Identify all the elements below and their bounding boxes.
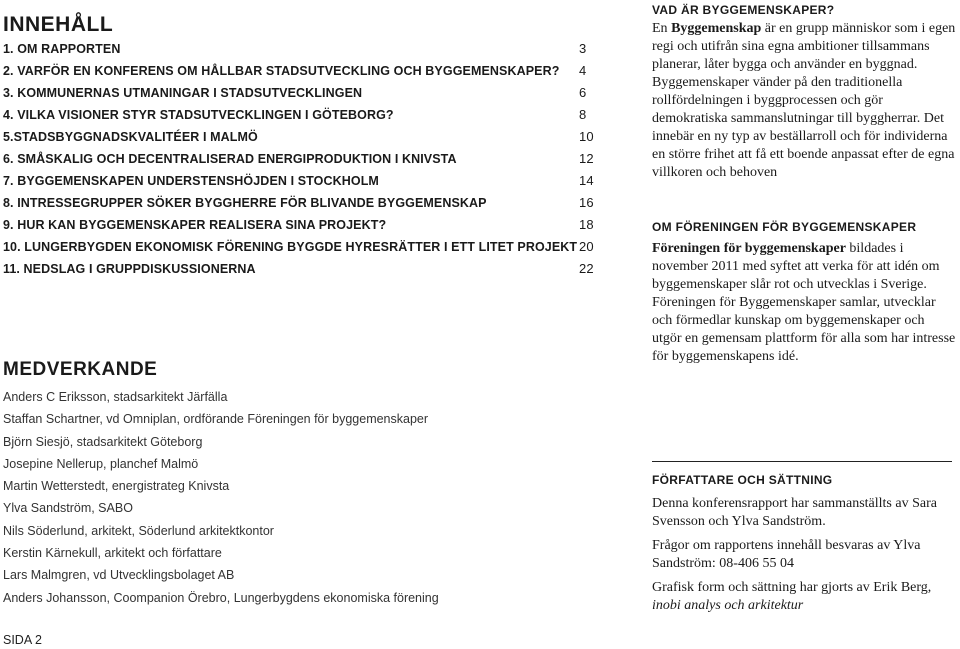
section-heading: VAD ÄR BYGGEMENSKAPER? — [652, 3, 835, 17]
toc-item — [3, 82, 603, 104]
contributors-list — [3, 386, 439, 609]
section-authors — [652, 473, 956, 615]
toc-item — [3, 126, 603, 148]
toc-item — [3, 258, 603, 280]
contributor-item: Lars Malmgren, vd Utvecklingsbolaget AB — [3, 568, 235, 583]
toc-item — [3, 192, 603, 214]
contributors-title: MEDVERKANDE — [3, 359, 158, 380]
italic-run: inobi analys och arkitektur — [652, 598, 804, 613]
toc-title: INNEHÅLL — [3, 13, 114, 36]
toc-item-label: 11. NEDSLAG I GRUPPDISKUSSIONERNA — [3, 262, 256, 276]
contributor-item: Björn Siesjö, stadsarkitekt Göteborg — [3, 434, 203, 449]
section-what-are-byggemenskaper — [652, 3, 956, 180]
toc-item-label: 9. HUR KAN BYGGEMENSKAPER REALISERA SINA PROJEKT? — [3, 218, 387, 232]
text-run: är en grupp människor som i egen regi och utifrån sina egna ambitioner tillsammans planerar, låter bygga och använder en byggnad. Byggemenskaper vänder på den traditionella rollfördelningen i byggprocessen och gör demokratiska sammanslutningar till byggherrar. Det innebär en ny typ av beställarroll och för individerna en större frihet att få ett boende anpassat efter de egna villkoren och behoven — [652, 21, 956, 180]
toc-item — [3, 60, 603, 82]
bold-lead: Byggemenskap — [671, 21, 762, 36]
text-run: Grafisk form och sättning har gjorts av Erik Berg, — [652, 580, 932, 595]
toc-item-label: 6. SMÅSKALIG OCH DECENTRALISERAD ENERGIPRODUKTION I KNIVSTA — [3, 152, 457, 166]
section-heading: FÖRFATTARE OCH SÄTTNING — [652, 473, 833, 487]
toc-item-page: 20 — [579, 239, 594, 254]
section-paragraph — [652, 240, 956, 366]
page-number: SIDA 2 — [3, 633, 42, 647]
contributor-item: Staffan Schartner, vd Omniplan, ordförande Föreningen för byggemenskaper — [3, 412, 429, 427]
toc-item-page: 18 — [579, 217, 594, 232]
section-paragraph — [652, 20, 956, 182]
toc-item-page: 14 — [579, 173, 594, 188]
toc-item-page: 22 — [579, 261, 594, 276]
toc-item-page: 8 — [579, 107, 587, 122]
toc-item-label: 10. LUNGERBYGDEN EKONOMISK FÖRENING BYGGDE HYRESRÄTTER I ETT LITET PROJEKT — [3, 240, 578, 254]
text-run: bildades i november 2011 med syftet att verka för att idén om byggemenskaper slår rot och utvecklas i Sverige. Föreningen för Byggemenskaper samlar, utvecklar och förmedlar kunskap om byggemenskaper och utgör en gemensam plattform för alla som har intresse för byggemenskapens idé. — [652, 241, 956, 364]
toc-item-label: 4. VILKA VISIONER STYR STADSUTVECKLINGEN I GÖTEBORG? — [3, 108, 394, 122]
toc-item-page: 3 — [579, 41, 587, 56]
authors-paragraph-3 — [652, 579, 956, 615]
toc-item-label: 1. OM RAPPORTEN — [3, 42, 121, 56]
contributor-item: Kerstin Kärnekull, arkitekt och författare — [3, 546, 222, 561]
toc-item — [3, 214, 603, 236]
toc-item — [3, 148, 603, 170]
contributor-item: Josepine Nellerup, planchef Malmö — [3, 456, 199, 471]
toc-item-page: 12 — [579, 151, 594, 166]
contributor-item: Nils Söderlund, arkitekt, Söderlund arkitektkontor — [3, 523, 274, 538]
toc-item-page: 6 — [579, 85, 587, 100]
contributor-item: Ylva Sandström, SABO — [3, 501, 133, 516]
toc-item-label: 7. BYGGEMENSKAPEN UNDERSTENSHÖJDEN I STOCKHOLM — [3, 174, 379, 188]
divider — [652, 461, 952, 462]
authors-paragraph-2: Frågor om rapportens innehåll besvaras av Ylva Sandström: 08-406 55 04 — [652, 538, 921, 571]
bold-lead: Föreningen för byggemenskaper — [652, 241, 846, 256]
toc-item-page: 16 — [579, 195, 594, 210]
toc-item-page: 4 — [579, 63, 587, 78]
contributor-item: Anders C Eriksson, stadsarkitekt Järfälla — [3, 390, 228, 404]
toc-item — [3, 104, 603, 126]
toc-item-label: 5.STADSBYGGNADSKVALITÉER I MALMÖ — [3, 130, 258, 144]
toc-item — [3, 170, 603, 192]
section-heading: OM FÖRENINGEN FÖR BYGGEMENSKAPER — [652, 220, 917, 234]
authors-paragraph-1: Denna konferensrapport har sammanställts av Sara Svensson och Ylva Sandström. — [652, 496, 937, 529]
text-run: En — [652, 21, 672, 36]
toc-item — [3, 236, 603, 258]
contributor-item: Martin Wetterstedt, energistrateg Knivsta — [3, 479, 230, 494]
contributor-item: Anders Johansson, Coompanion Örebro, Lungerbygdens ekonomiska förening — [3, 590, 439, 605]
table-of-contents — [3, 38, 603, 280]
section-association — [652, 220, 956, 366]
toc-item — [3, 38, 603, 60]
toc-item-label: 2. VARFÖR EN KONFERENS OM HÅLLBAR STADSUTVECKLING OCH BYGGEMENSKAPER? — [3, 64, 560, 78]
toc-item-label: 3. KOMMUNERNAS UTMANINGAR I STADSUTVECKLINGEN — [3, 86, 363, 100]
toc-item-page: 10 — [579, 129, 594, 144]
toc-item-label: 8. INTRESSEGRUPPER SÖKER BYGGHERRE FÖR BLIVANDE BYGGEMENSKAP — [3, 196, 487, 210]
